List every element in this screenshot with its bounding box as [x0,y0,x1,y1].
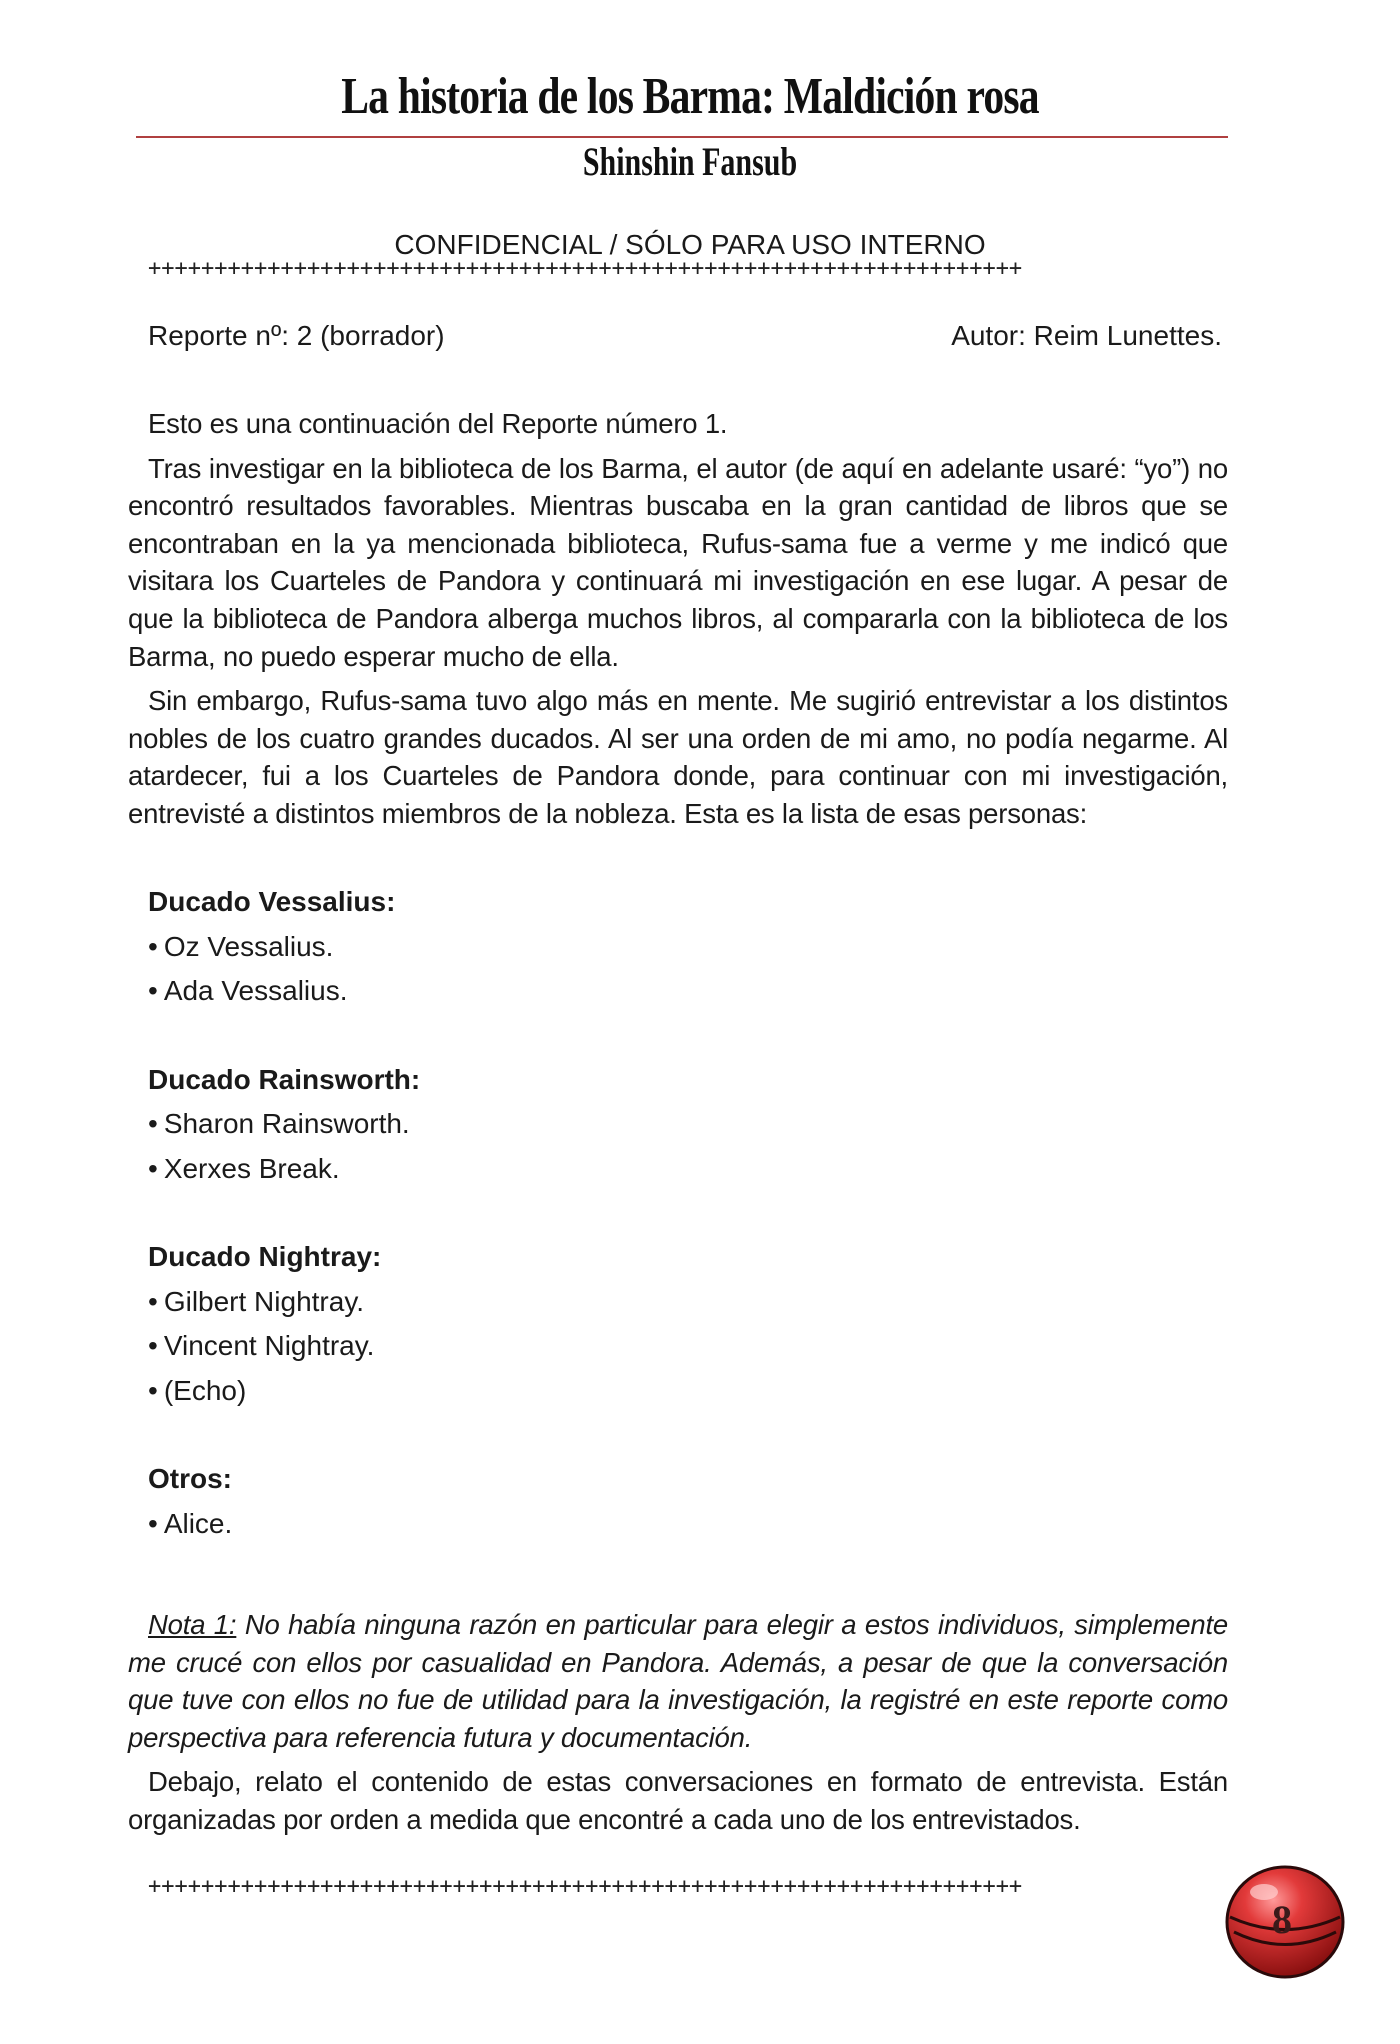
report-body [128,405,1228,840]
note-label: Nota 1: [148,1609,237,1640]
paragraph: Esto es una continuación del Reporte número 1. [148,408,728,439]
duchy-group-nightray [148,1235,420,1413]
list-item: • Sharon Rainsworth. [148,1102,420,1147]
note-text: No había ninguna razón en particular para elegir a estos individuos, simplemente me crucé con ellos por casualidad en Pandora. Además, a pesar de que la conversación que tuve con ellos no fue de utilidad para la investigación, la registré en este reporte como perspectiva para referencia futura y documentación. [128,1609,1228,1753]
report-author: Autor: Reim Lunettes. [951,320,1222,351]
note-paragraph [128,1606,1228,1756]
report-number: Reporte nº: 2 (borrador) [148,320,445,351]
classification-label: CONFIDENCIAL / SÓLO PARA USO INTERNO [394,229,986,260]
group-title: Ducado Vessalius: [148,886,396,917]
separator-top: ++++++++++++++++++++++++++++++++++++++++++++++++++++++++++++++++++ [148,258,1023,280]
list-item: • Xerxes Break. [148,1147,420,1192]
paragraph: Sin embargo, Rufus-sama tuvo algo más en mente. Me sugirió entrevistar a los distintos nobles de los cuatro grandes ducados. Al ser una orden de mi amo, no podía negarme. Al atardecer, fui a los Cuarteles de Pandora donde, para continuar con mi investigación, entrevisté a distintos miembros de la nobleza. Esta es la lista de esas personas: [128,685,1228,829]
list-item: • Oz Vessalius. [148,925,420,970]
group-title: Ducado Nightray: [148,1241,382,1272]
duchy-group-rainsworth [148,1058,420,1192]
separator-bottom: ++++++++++++++++++++++++++++++++++++++++++++++++++++++++++++++++++ [148,1876,1023,1898]
page-number: 8 [1272,1897,1292,1942]
paragraph: Tras investigar en la biblioteca de los Barma, el autor (de aquí en adelante usaré: “yo”) no encontró resultados favorables. Mientras buscaba en la gran cantidad de libros que se encontraban en la ya mencionada biblioteca, Rufus-sama fue a verme y me indicó que visitara los Cuarteles de Pandora y continuará mi investigación en ese lugar. A pesar de que la biblioteca de Pandora alberga muchos libros, al compararla con la biblioteca de los Barma, no puedo esperar mucho de ella. [128,452,1228,672]
document-subtitle: Shinshin Fansub [582,139,798,184]
list-item: • Gilbert Nightray. [148,1280,420,1325]
duchy-group-vessalius [148,880,420,1014]
group-title: Otros: [148,1463,232,1494]
footnote-section [128,1606,1228,1846]
list-item: • (Echo) [148,1369,420,1414]
closing-paragraph: Debajo, relato el contenido de estas conversaciones en formato de entrevista. Están organizadas por orden a medida que encontré a cada uno de los entrevistados. [128,1766,1228,1835]
list-item: • Ada Vessalius. [148,969,420,1014]
interviewee-lists [148,880,420,1590]
list-item: • Alice. [148,1502,420,1547]
group-title: Ducado Rainsworth: [148,1063,421,1095]
document-title: La historia de los Barma: Maldición rosa [341,68,1039,125]
group-others [148,1457,420,1546]
list-item: • Vincent Nightray. [148,1324,420,1369]
